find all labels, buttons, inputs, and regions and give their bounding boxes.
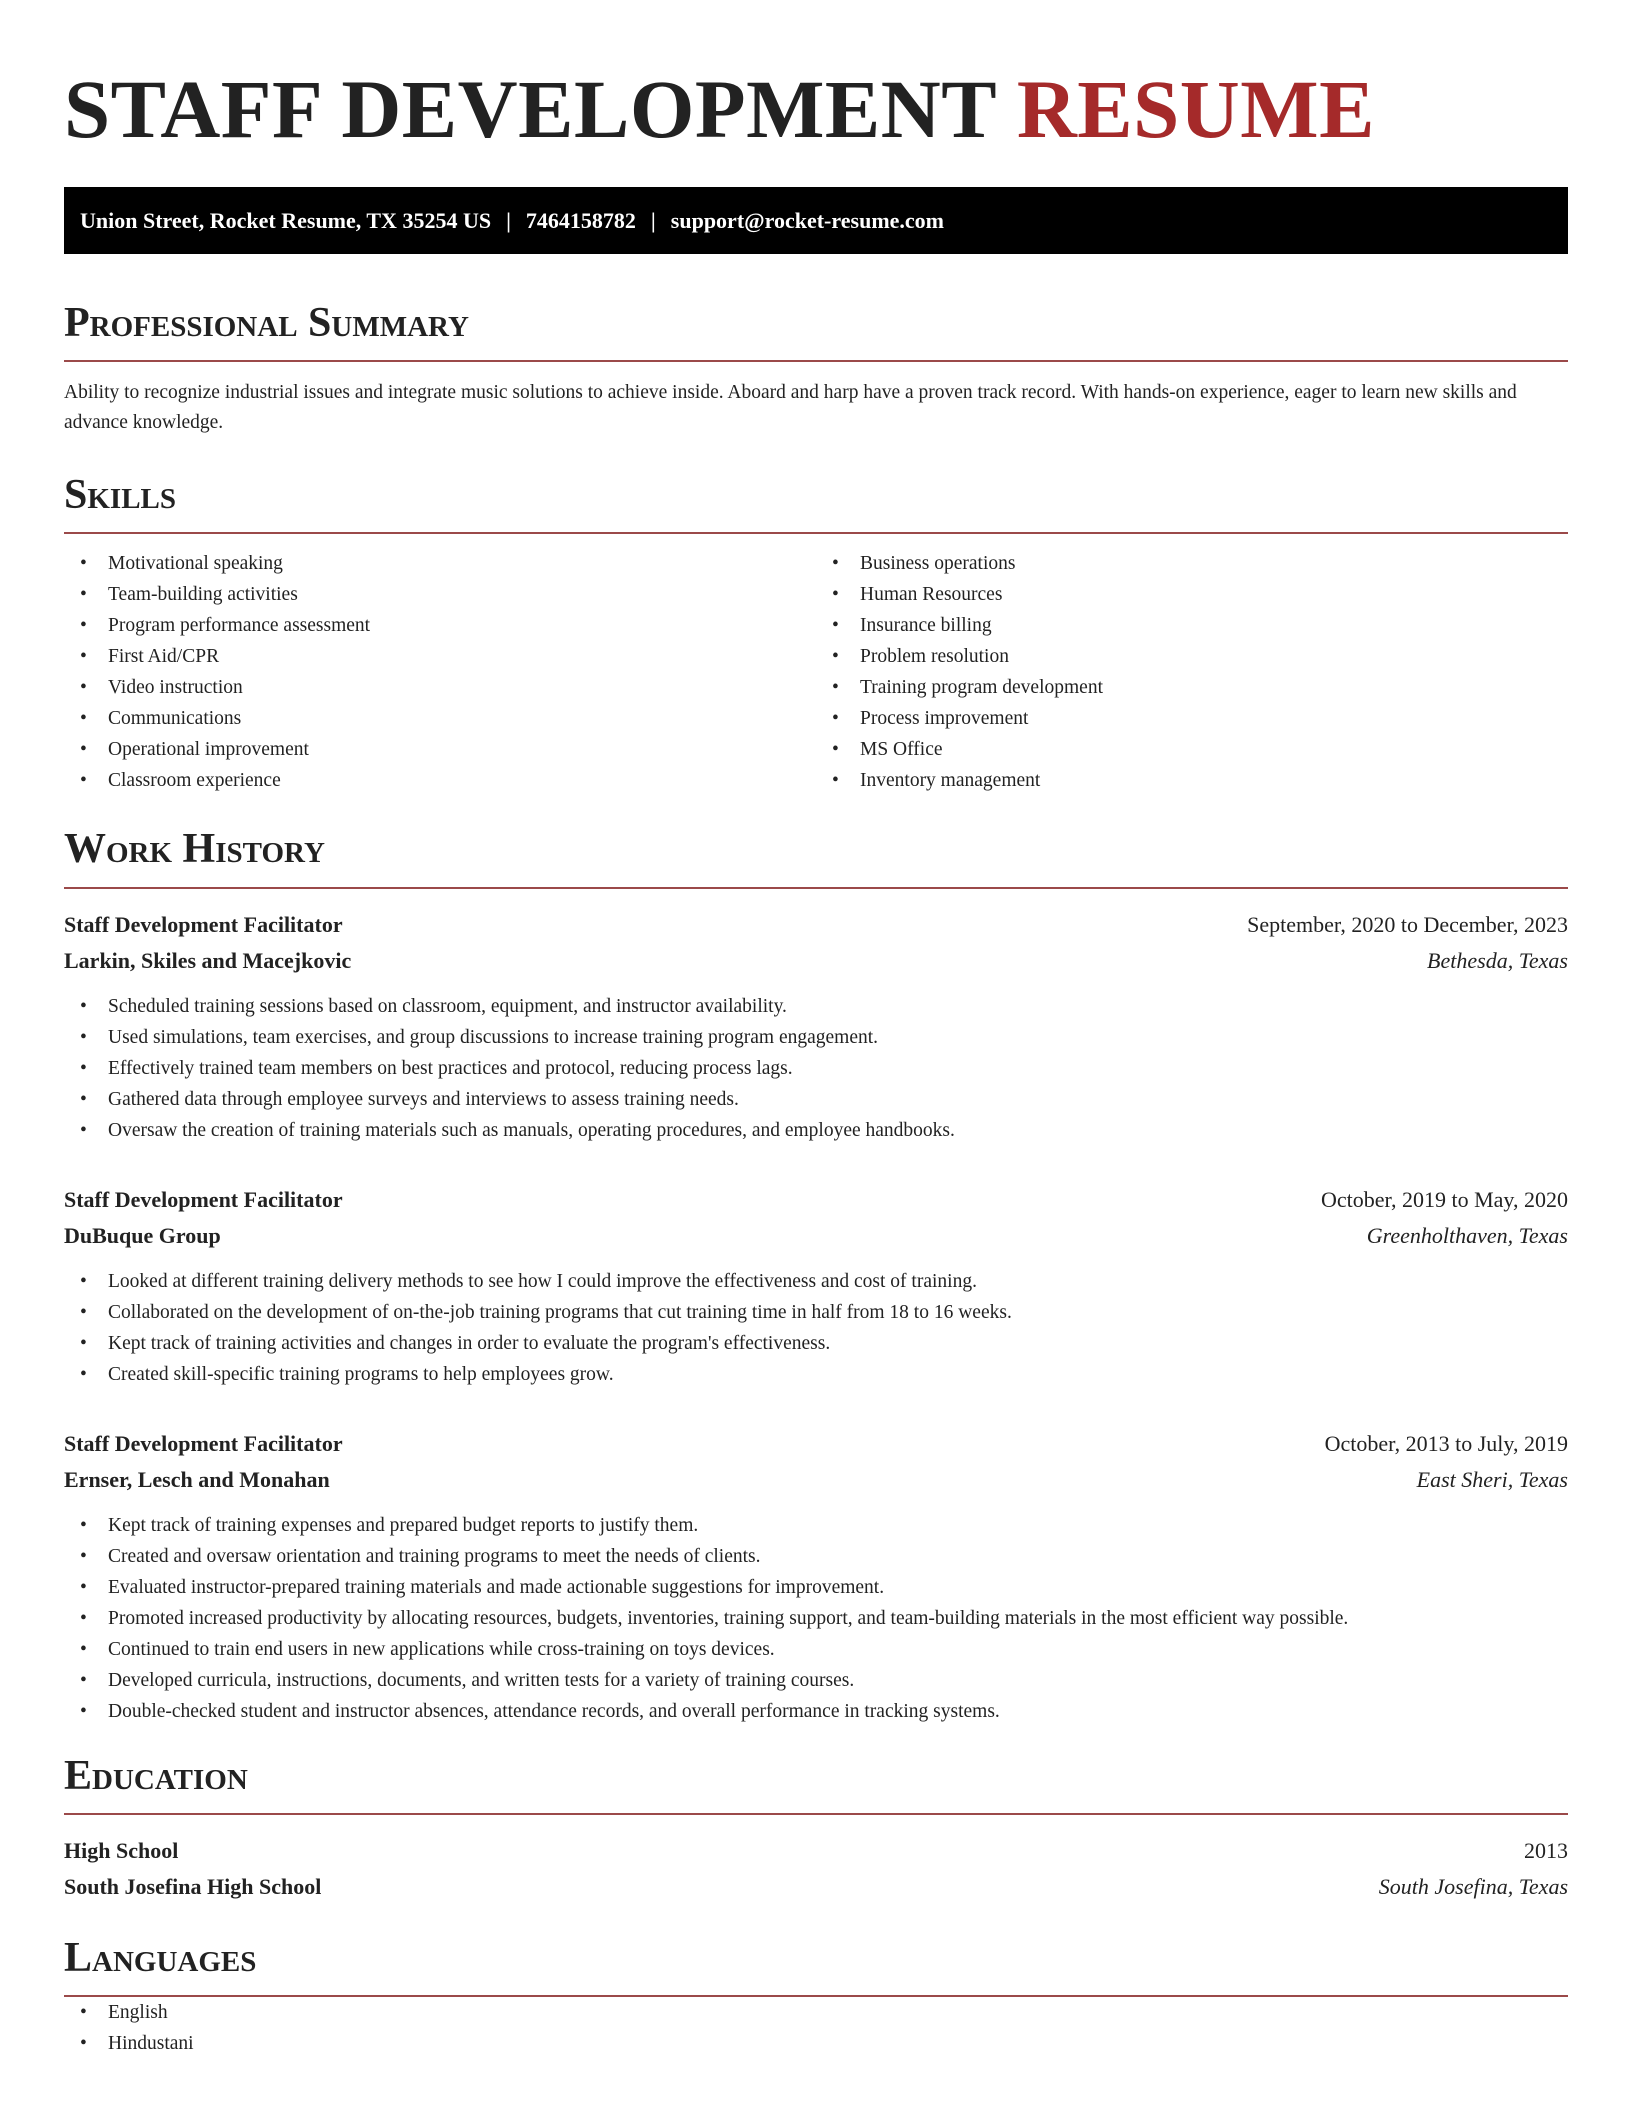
job-bullet: • Gathered data through employee surveys and interviews to assess training needs. — [64, 1084, 1568, 1115]
languages-section — [64, 1935, 1568, 2059]
job-company: DuBuque Group — [64, 1222, 221, 1248]
skill-item: • Classroom experience — [64, 765, 816, 796]
language-item: • English — [64, 1997, 1568, 2028]
summary-heading: Professional Summary — [64, 300, 469, 346]
job-entry — [64, 1182, 1568, 1390]
skill-item: • Process improvement — [816, 703, 1568, 734]
skill-item: • Insurance billing — [816, 610, 1568, 641]
job-bullet: • Promoted increased productivity by allocating resources, budgets, inventories, training support, and team-building materials in the most efficient way possible. — [64, 1603, 1568, 1634]
job-company: Ernser, Lesch and Monahan — [64, 1466, 330, 1492]
job-entry — [64, 907, 1568, 1146]
job-dates: October, 2019 to May, 2020 — [1321, 1186, 1568, 1212]
skills-section — [64, 472, 1568, 796]
job-company: Larkin, Skiles and Macejkovic — [64, 947, 352, 973]
job-bullet: • Collaborated on the development of on-the-job training programs that cut training time in half from 18 to 16 weeks. — [64, 1297, 1568, 1328]
job-role: Staff Development Facilitator — [64, 911, 343, 937]
job-bullet: • Kept track of training expenses and prepared budget reports to justify them. — [64, 1510, 1568, 1541]
job-role: Staff Development Facilitator — [64, 1430, 343, 1456]
job-bullet: • Kept track of training activities and changes in order to evaluate the program's effectiveness. — [64, 1328, 1568, 1359]
section-divider — [64, 1813, 1568, 1815]
job-bullet: • Looked at different training delivery methods to see how I could improve the effectiveness and cost of training. — [64, 1266, 1568, 1297]
job-bullet: • Continued to train end users in new applications while cross-training on toys devices. — [64, 1634, 1568, 1665]
education-entry — [64, 1833, 1568, 1905]
job-bullets — [64, 991, 1568, 1146]
title-main: STAFF DEVELOPMENT — [64, 63, 996, 155]
job-bullets — [64, 1266, 1568, 1390]
resume-title — [64, 63, 1568, 155]
skill-item: • Human Resources — [816, 579, 1568, 610]
contact-bar — [64, 187, 1568, 254]
skills-list-left — [64, 548, 816, 796]
summary-section — [64, 300, 1568, 438]
job-location: Bethesda, Texas — [1427, 947, 1568, 973]
education-location: South Josefina, Texas — [1378, 1873, 1568, 1899]
job-bullet: • Created skill-specific training programs to help employees grow. — [64, 1359, 1568, 1390]
skill-item: • Team-building activities — [64, 579, 816, 610]
education-school: South Josefina High School — [64, 1873, 322, 1899]
job-role: Staff Development Facilitator — [64, 1186, 343, 1212]
skill-item: • MS Office — [816, 734, 1568, 765]
contact-phone: 7464158782 — [525, 207, 636, 233]
contact-separator: | — [650, 207, 656, 233]
section-divider — [64, 887, 1568, 889]
job-location: Greenholthaven, Texas — [1366, 1222, 1568, 1248]
job-entry — [64, 1426, 1568, 1727]
contact-address: Union Street, Rocket Resume, TX 35254 US — [80, 207, 492, 233]
job-bullet: • Created and oversaw orientation and training programs to meet the needs of clients. — [64, 1541, 1568, 1572]
skill-item: • Operational improvement — [64, 734, 816, 765]
job-bullet: • Double-checked student and instructor absences, attendance records, and overall performance in tracking systems. — [64, 1696, 1568, 1727]
job-bullet: • Developed curricula, instructions, documents, and written tests for a variety of training courses. — [64, 1665, 1568, 1696]
education-year: 2013 — [1524, 1837, 1568, 1863]
job-bullet: • Used simulations, team exercises, and group discussions to increase training program engagement. — [64, 1022, 1568, 1053]
job-bullet: • Effectively trained team members on best practices and protocol, reducing process lags. — [64, 1053, 1568, 1084]
job-bullets — [64, 1510, 1568, 1727]
skill-item: • Problem resolution — [816, 641, 1568, 672]
summary-text: Ability to recognize industrial issues and integrate music solutions to achieve inside. Aboard and harp have a proven track record. With hands-on experience, eager to learn new skills and advance knowledge. — [64, 382, 1517, 434]
skill-item: • Video instruction — [64, 672, 816, 703]
skill-item: • Motivational speaking — [64, 548, 816, 579]
education-section — [64, 1753, 1568, 1905]
job-bullet: • Oversaw the creation of training materials such as manuals, operating procedures, and employee handbooks. — [64, 1115, 1568, 1146]
language-item: • Hindustani — [64, 2028, 1568, 2059]
skill-item: • First Aid/CPR — [64, 641, 816, 672]
languages-heading: Languages — [64, 1934, 257, 1981]
section-divider — [64, 360, 1568, 362]
skills-columns — [64, 548, 1568, 796]
title-accent: RESUME — [1016, 63, 1375, 155]
job-location: East Sheri, Texas — [1416, 1466, 1568, 1492]
work-history-heading: Work History — [64, 826, 325, 873]
languages-list — [64, 1997, 1568, 2059]
job-bullet: • Evaluated instructor-prepared training materials and made actionable suggestions for improvement. — [64, 1572, 1568, 1603]
education-degree: High School — [64, 1837, 179, 1863]
contact-separator: | — [506, 207, 511, 233]
skill-item: • Communications — [64, 703, 816, 734]
job-dates: September, 2020 to December, 2023 — [1247, 911, 1568, 937]
contact-email[interactable]: support@rocket-resume.com — [670, 207, 944, 233]
work-history-section — [64, 826, 1568, 1726]
skill-item: • Business operations — [816, 548, 1568, 579]
skill-item: • Training program development — [816, 672, 1568, 703]
skills-list-right — [816, 548, 1568, 796]
job-bullet: • Scheduled training sessions based on classroom, equipment, and instructor availability. — [64, 991, 1568, 1022]
section-divider — [64, 532, 1568, 534]
job-dates: October, 2013 to July, 2019 — [1324, 1430, 1568, 1456]
skill-item: • Program performance assessment — [64, 610, 816, 641]
education-heading: Education — [64, 1752, 248, 1799]
skills-heading: Skills — [64, 472, 177, 519]
skill-item: • Inventory management — [816, 765, 1568, 796]
